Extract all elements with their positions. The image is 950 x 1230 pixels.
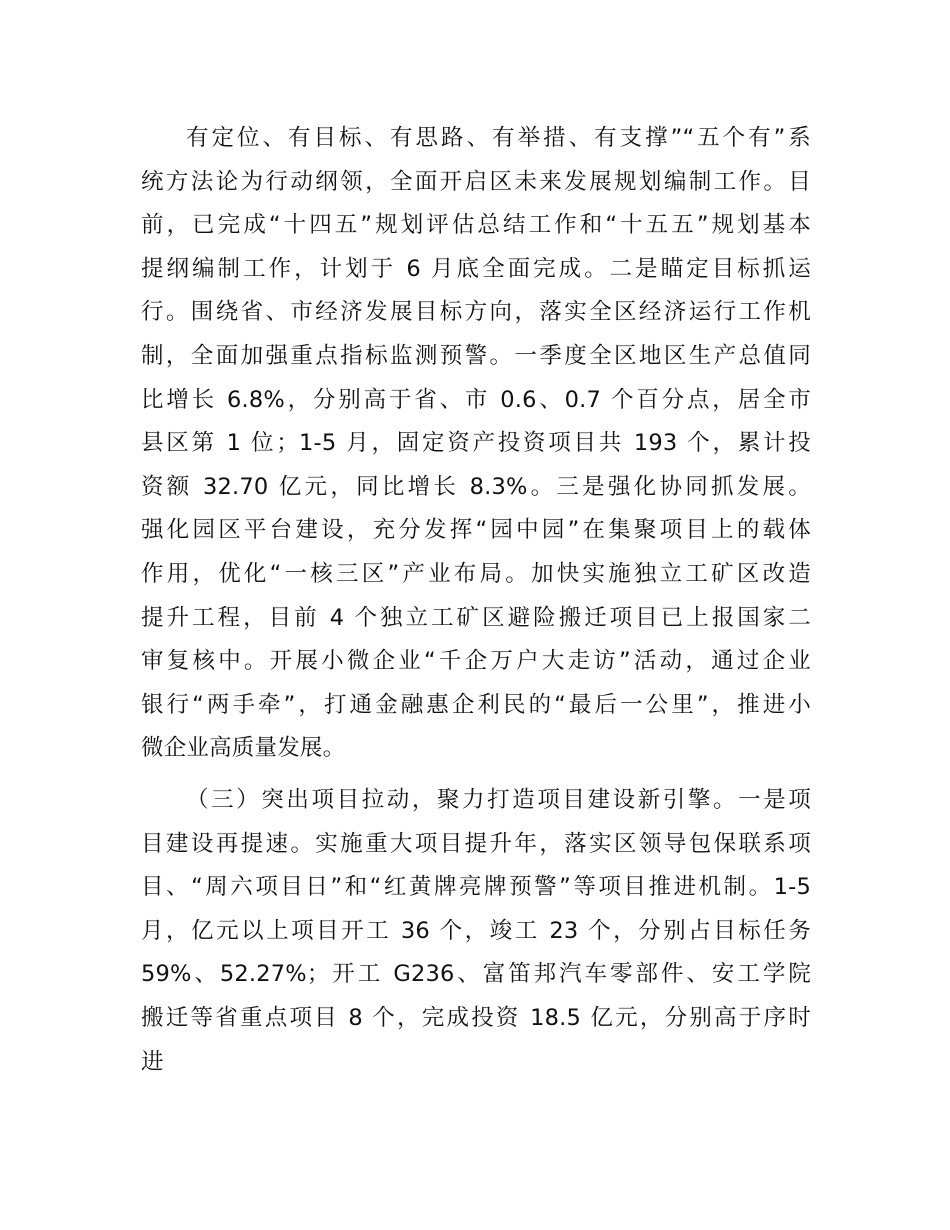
text-line: 银行“两手牵”，打通金融惠企利民的“最后一公里”，推进小 xyxy=(141,691,811,718)
text-line: 前，已完成“十四五”规划评估总结工作和“十五五”规划基本 xyxy=(141,212,811,239)
text-line: 作用，优化“一核三区”产业布局。加快实施独立工矿区改造 xyxy=(141,560,811,587)
text-line: 月，亿元以上项目开工 36 个，竣工 23 个，分别占目标任务 xyxy=(141,917,811,944)
text-line: 提纲编制工作，计划于 6 月底全面完成。二是瞄定目标抓运 xyxy=(141,255,811,282)
text-line: 行。围绕省、市经济发展目标方向，落实全区经济运行工作机 xyxy=(141,299,811,326)
text-line: 有定位、有目标、有思路、有举措、有支撑”“五个有”系 xyxy=(186,125,811,151)
text-line: 进 xyxy=(141,1048,164,1075)
text-line: 搬迁等省重点项目 8 个，完成投资 18.5 亿元，分别高于序时 xyxy=(141,1004,811,1031)
text-line: 目、“周六项目日”和“红黄牌亮牌预警”等项目推进机制。1-5 xyxy=(141,874,811,901)
text-line: （三）突出项目拉动，聚力打造项目建设新引擎。一是项 xyxy=(186,787,811,813)
text-line: 目建设再提速。实施重大项目提升年，落实区领导包保联系项 xyxy=(141,830,811,857)
paragraph-economic-operation xyxy=(141,117,811,771)
text-line: 强化园区平台建设，充分发挥“园中园”在集聚项目上的载体 xyxy=(141,517,811,544)
text-line: 审复核中。开展小微企业“千企万户大走访”活动，通过企业 xyxy=(141,648,811,675)
text-line: 微企业高质量发展。 xyxy=(141,735,346,762)
paragraph-project-driving xyxy=(141,779,811,1084)
paragraph-text xyxy=(141,779,811,1084)
text-line: 资额 32.70 亿元，同比增长 8.3%。三是强化协同抓发展。 xyxy=(141,473,811,500)
text-line: 提升工程，目前 4 个独立工矿区避险搬迁项目已上报国家二 xyxy=(141,604,811,631)
paragraph-text xyxy=(141,117,811,771)
text-line: 县区第 1 位；1-5 月，固定资产投资项目共 193 个，累计投 xyxy=(141,430,811,457)
text-line: 比增长 6.8%，分别高于省、市 0.6、0.7 个百分点，居全市 xyxy=(141,386,811,413)
text-line: 制，全面加强重点指标监测预警。一季度全区地区生产总值同 xyxy=(141,342,811,369)
text-line: 统方法论为行动纲领，全面开启区未来发展规划编制工作。目 xyxy=(141,168,811,195)
text-line: 59%、52.27%；开工 G236、富笛邦汽车零部件、安工学院 xyxy=(141,961,811,988)
